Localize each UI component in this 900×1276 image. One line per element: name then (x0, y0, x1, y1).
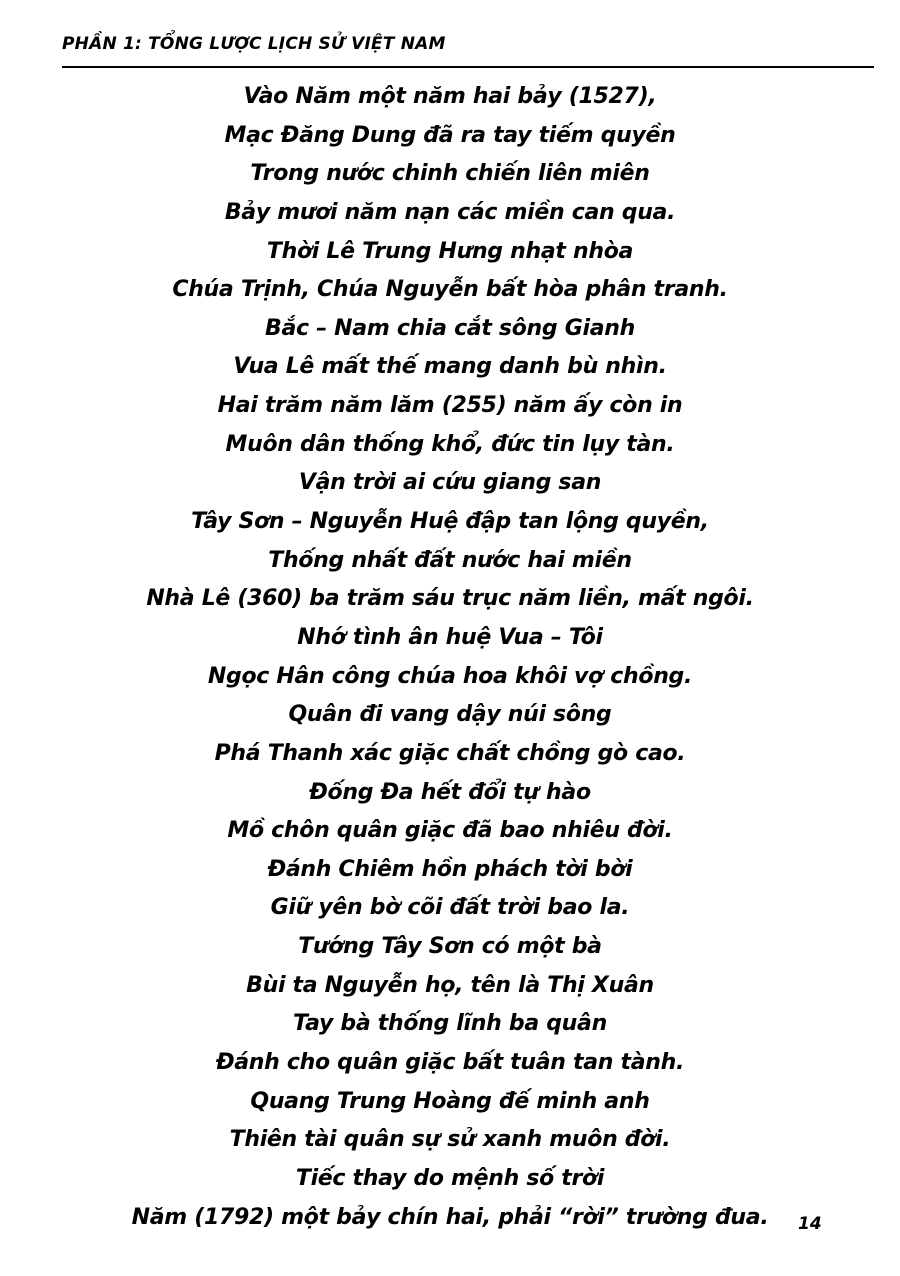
poem-line: Thống nhất đất nước hai miền (268, 547, 632, 573)
poem-line: Năm (1792) một bảy chín hai, phải “rời” trường đua. (131, 1204, 769, 1230)
poem-line: Hai trăm năm lăm (255) năm ấy còn in (217, 393, 683, 419)
poem-line: Vua Lê mất thế mang danh bù nhìn. (233, 354, 667, 380)
poem-line: Mạc Đăng Dung đã ra tay tiếm quyền (224, 122, 676, 148)
poem-line: Tướng Tây Sơn có một bà (298, 934, 602, 960)
poem-line: Mồ chôn quân giặc đã bao nhiêu đời. (227, 818, 673, 844)
poem-line: Thời Lê Trung Hưng nhạt nhòa (266, 238, 634, 264)
poem-line: Quang Trung Hoàng đế minh anh (250, 1088, 650, 1114)
poem-line: Vào Năm một năm hai bảy (1527), (243, 84, 657, 109)
poem (40, 78, 860, 1237)
section-title: PHẦN 1: TỔNG LƯỢC LỊCH SỬ VIỆT NAM (62, 34, 446, 54)
poem-line: Chúa Trịnh, Chúa Nguyễn bất hòa phân tranh. (172, 277, 728, 303)
poem-line: Nhớ tình ân huệ Vua – Tôi (297, 624, 603, 650)
poem-line: Bùi ta Nguyễn họ, tên là Thị Xuân (246, 972, 654, 998)
poem-line: Tiếc thay do mệnh số trời (295, 1165, 605, 1191)
poem-line: Nhà Lê (360) ba trăm sáu trục năm liền, mất ngôi. (146, 586, 754, 612)
poem-line: Đánh Chiêm hồn phách tời bời (267, 856, 633, 882)
poem-line: Quân đi vang dậy núi sông (288, 702, 612, 728)
poem-line: Bảy mươi năm nạn các miền can qua. (224, 199, 676, 225)
poem-line: Đánh cho quân giặc bất tuân tan tành. (215, 1050, 685, 1076)
poem-line: Đống Đa hết đổi tự hào (309, 779, 591, 805)
poem-line: Trong nước chinh chiến liên miên (250, 161, 650, 187)
poem-line: Vận trời ai cứu giang san (298, 470, 602, 496)
poem-line: Tây Sơn – Nguyễn Huệ đập tan lộng quyền, (191, 509, 709, 535)
poem-line: Phá Thanh xác giặc chất chồng gò cao. (214, 740, 686, 766)
page-header (62, 30, 874, 68)
poem-line: Muôn dân thống khổ, đức tin lụy tàn. (225, 431, 675, 457)
poem-line: Giữ yên bờ cõi đất trời bao la. (270, 895, 630, 921)
poem-line: Bắc – Nam chia cắt sông Gianh (265, 315, 635, 341)
poem-line: Tay bà thống lĩnh ba quân (293, 1011, 607, 1037)
poem-line: Thiên tài quân sự sử xanh muôn đời. (229, 1127, 671, 1153)
poem-line: Ngọc Hân công chúa hoa khôi vợ chồng. (207, 663, 693, 689)
page-number: 14 (798, 1214, 822, 1234)
